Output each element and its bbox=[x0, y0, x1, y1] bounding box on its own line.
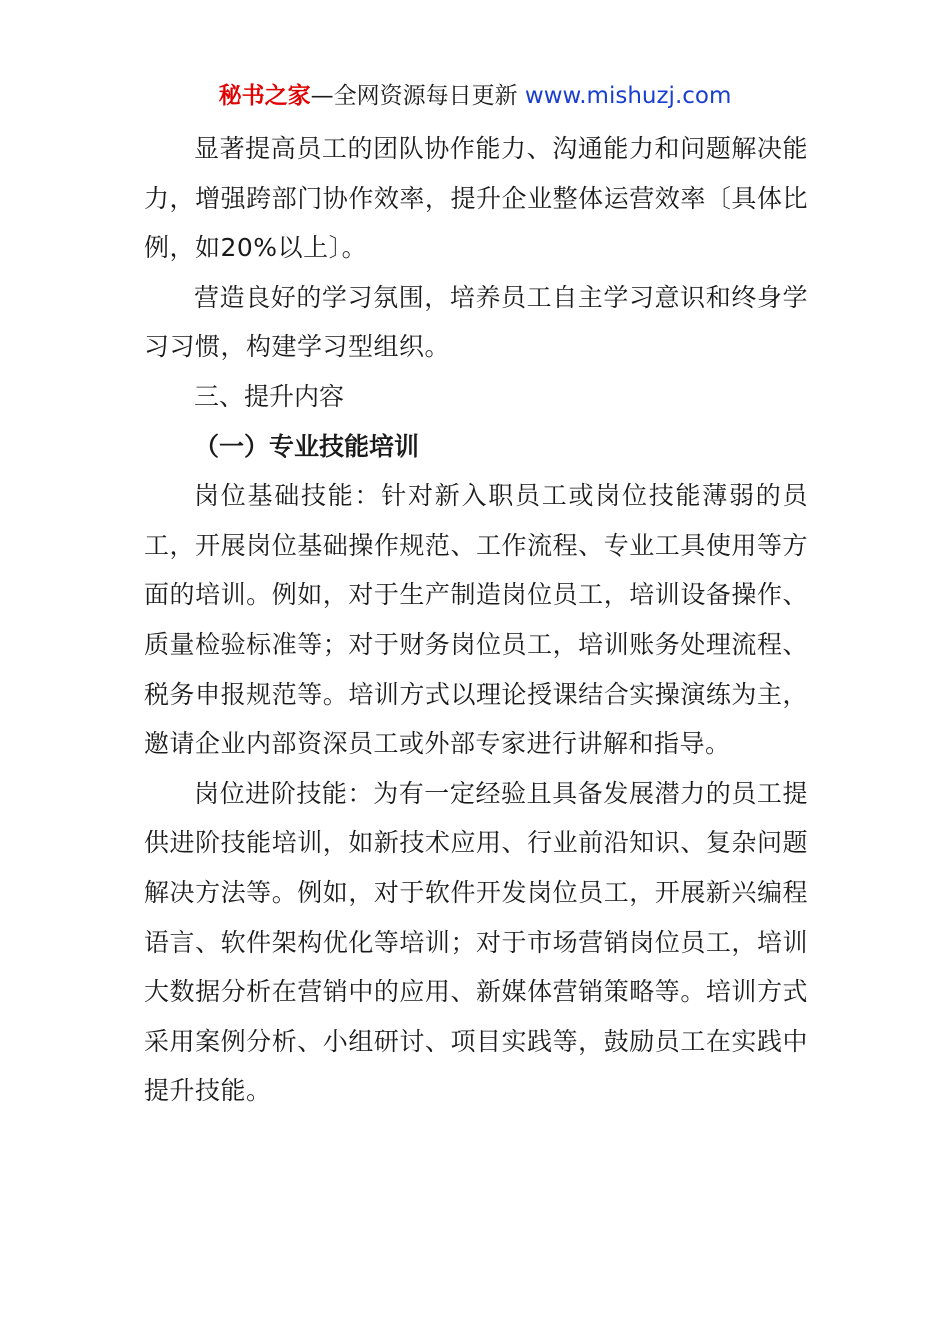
document-body bbox=[144, 124, 808, 1116]
subsection-heading: （一）专业技能培训 bbox=[194, 431, 420, 461]
skill-paragraph-advanced: 岗位进阶技能：为有一定经验且具备发展潜力的员工提供进阶技能培训，如新技术应用、行业前沿知识、复杂问题解决方法等。例如，对于软件开发岗位员工，开展新兴编程语言、软件架构优化等培训；对于市场营销岗位员工，培训大数据分析在营销中的应用、新媒体营销策略等。培训方式采用案例分析、小组研讨、项目实践等，鼓励员工在实践中提升技能。 bbox=[144, 778, 808, 1106]
skill-paragraph-basic: 岗位基础技能：针对新入职员工或岗位技能薄弱的员工，开展岗位基础操作规范、工作流程、专业工具使用等方面的培训。例如，对于生产制造岗位员工，培训设备操作、质量检验标准等；对于财务岗位员工，培训账务处理流程、税务申报规范等。培训方式以理论授课结合实操演练为主，邀请企业内部资深员工或外部专家进行讲解和指导。 bbox=[144, 481, 808, 759]
body-paragraph: 营造良好的学习氛围，培养员工自主学习意识和终身学习习惯，构建学习型组织。 bbox=[144, 282, 808, 362]
header-tagline: —全网资源每日更新 bbox=[310, 83, 518, 109]
section-heading: 三、提升内容 bbox=[194, 381, 345, 411]
header-brand: 秘书之家 bbox=[218, 83, 311, 109]
header-url-link[interactable]: www.mishuzj.com bbox=[524, 83, 732, 109]
body-paragraph: 显著提高员工的团队协作能力、沟通能力和问题解决能力，增强跨部门协作效率，提升企业整体运营效率〔具体比例，如20%以上〕。 bbox=[144, 134, 808, 263]
page-header bbox=[0, 80, 950, 112]
